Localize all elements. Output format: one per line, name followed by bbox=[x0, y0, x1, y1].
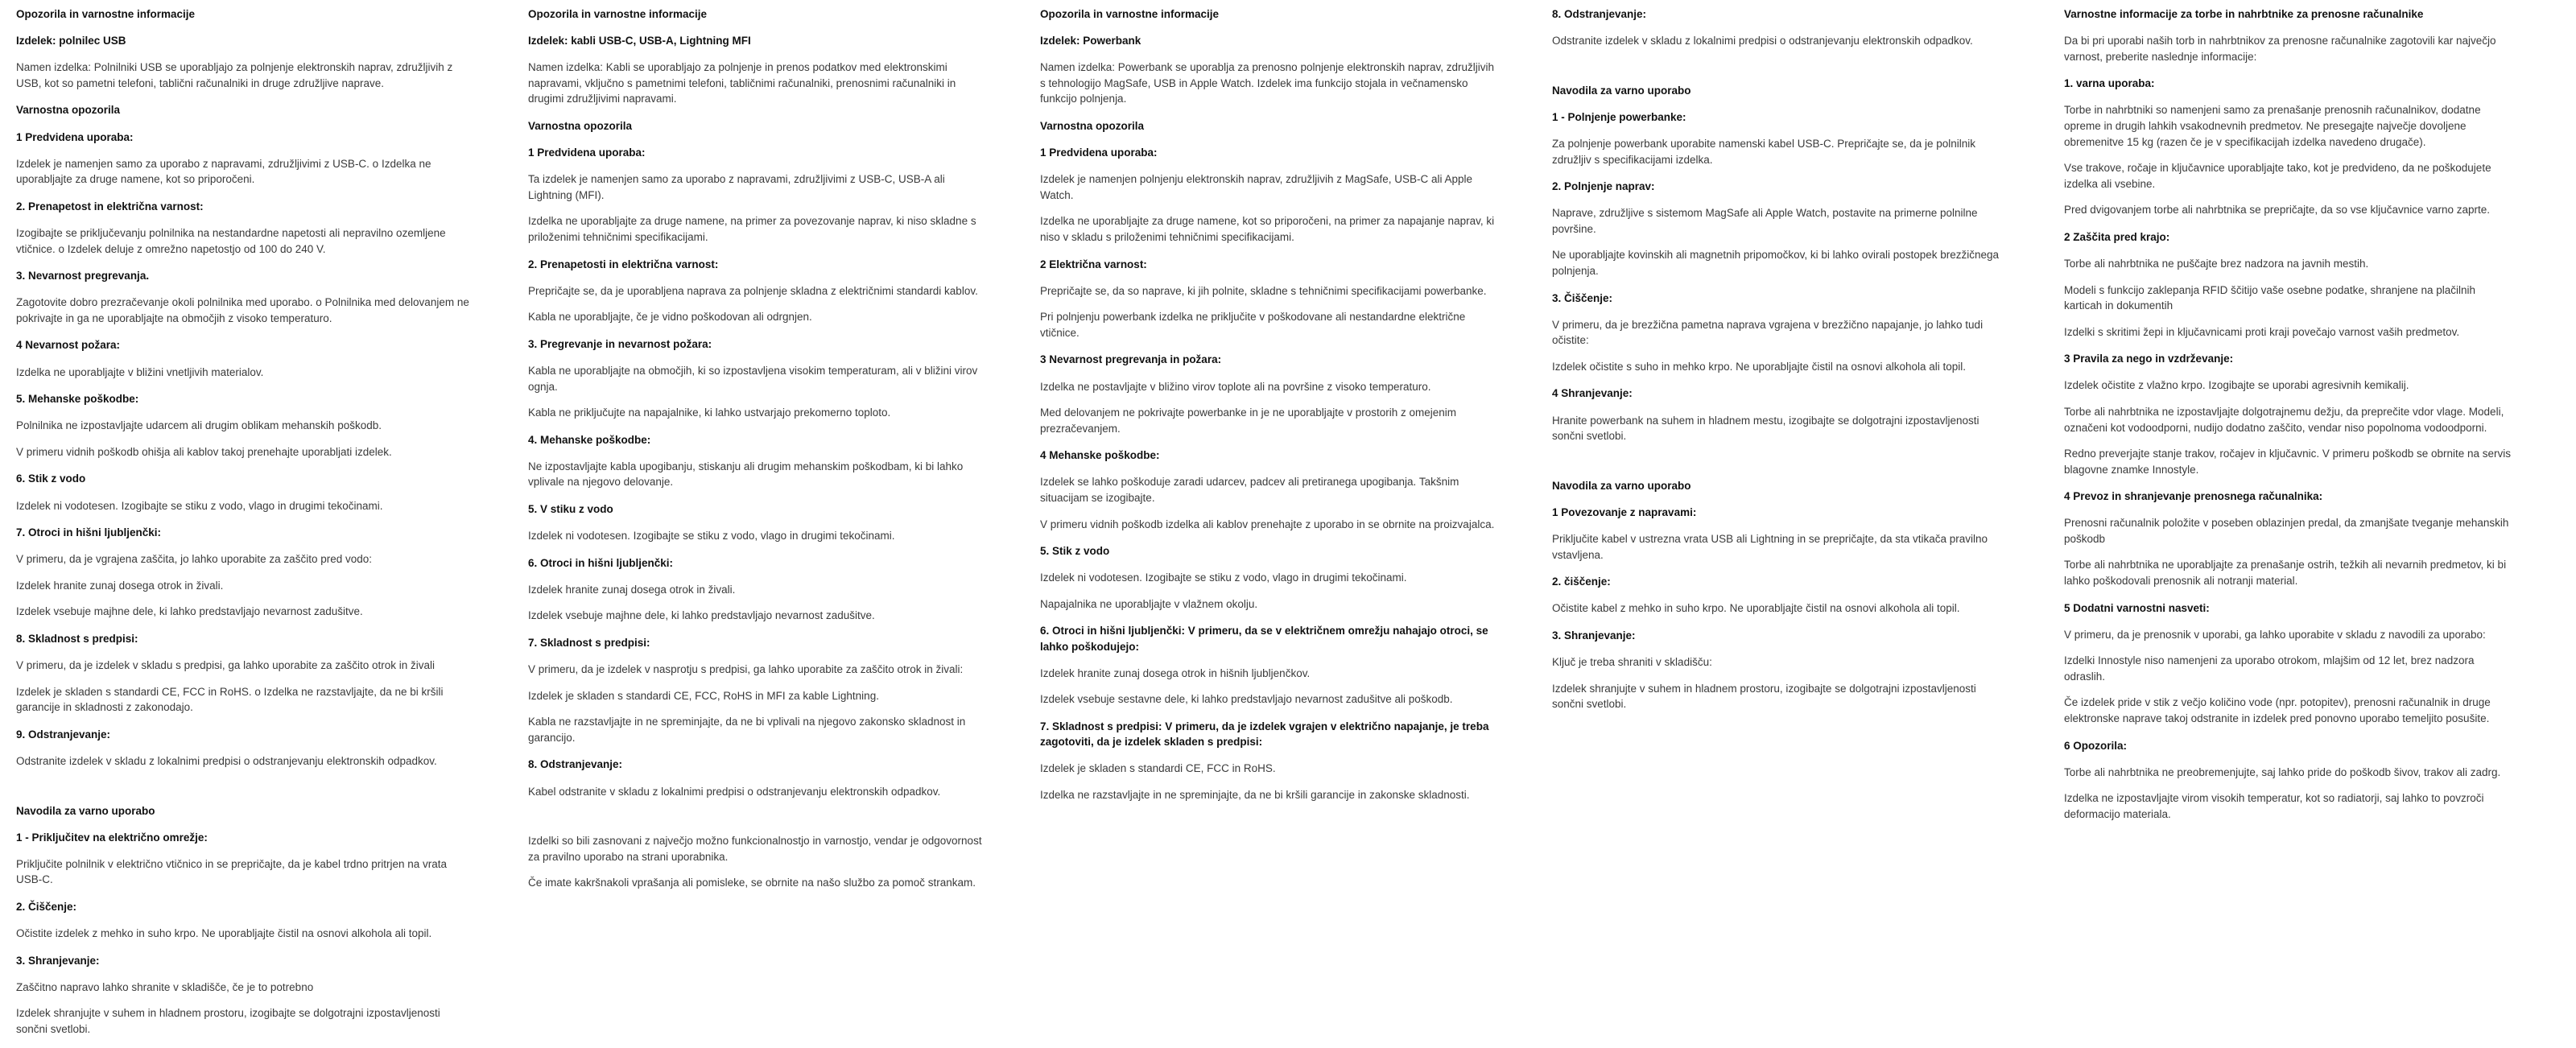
paragraph: Med delovanjem ne pokrivajte powerbanke in je ne uporabljajte v prostorih z omejenim prezračevanjem. bbox=[1040, 406, 1457, 435]
paragraph: Izdelek ni vodotesen. Izogibajte se stiku z vodo, vlago in drugimi tekočinami. bbox=[1040, 571, 1407, 584]
section-heading: 3. Shranjevanje: bbox=[16, 954, 100, 967]
paragraph: Kabla ne uporabljajte na območjih, ki so izpostavljena visokim temperaturam, ali v bližini virov ognja. bbox=[528, 365, 978, 393]
section-heading: 6. Otroci in hišni ljubljenčki: bbox=[528, 556, 674, 569]
paragraph: Izdelek ni vodotesen. Izogibajte se stiku z vodo, vlago in drugimi tekočinami. bbox=[528, 530, 895, 543]
column-usb-charger bbox=[16, 6, 472, 1048]
section-heading: 4 Shranjevanje: bbox=[1552, 387, 1633, 400]
section-heading: 2. Čiščenje: bbox=[16, 901, 77, 913]
section-heading: Opozorila in varnostne informacije bbox=[528, 8, 708, 20]
section-heading: 4. Mehanske poškodbe: bbox=[528, 433, 651, 446]
section-heading: 8. Skladnost s predpisi: bbox=[16, 633, 138, 645]
section-heading: Varnostna opozorila bbox=[16, 104, 121, 117]
section-heading: 4 Prevoz in shranjevanje prenosnega računalnika: bbox=[2064, 490, 2323, 503]
paragraph: Polnilnika ne izpostavljajte udarcem ali drugim oblikam mehanskih poškodb. bbox=[16, 419, 382, 432]
paragraph: Izdelek je skladen s standardi CE, FCC in RoHS. o Izdelka ne razstavljajte, da ne bi kršili garancije in skladnosti z zakonodajo. bbox=[16, 685, 444, 714]
paragraph: V primeru, da je izdelek v skladu s predpisi, ga lahko uporabite za zaščito otrok in živali bbox=[16, 659, 436, 672]
section-heading: Izdelek: Powerbank bbox=[1040, 35, 1141, 47]
paragraph: Ne izpostavljajte kabla upogibanju, stiskanju ali drugim mehanskim poškodbam, ki bi lahko vplivale na njegovo delovanje. bbox=[528, 460, 964, 489]
section-heading: Navodila za varno uporabo bbox=[1552, 479, 1691, 492]
paragraph: Prenosni računalnik položite v poseben oblazinjen predal, da zmanjšate tveganje mehanskih poškodb bbox=[2064, 517, 2509, 545]
section-heading: 1 - Priključitev na električno omrežje: bbox=[16, 831, 208, 844]
section-heading: Navodila za varno uporabo bbox=[16, 804, 155, 817]
paragraph: Izdelek se lahko poškoduje zaradi udarcev, padcev ali pretiranega upogibanja. Takšnim situacijam se izogibajte. bbox=[1040, 476, 1459, 504]
paragraph: Ključ je treba shraniti v skladišču: bbox=[1552, 656, 1712, 668]
paragraph: Izdelka ne uporabljajte za druge namene, kot so priporočeni, na primer za napajanje naprav, ki niso v skladu s priloženimi tehničnimi specifikacijami. bbox=[1040, 215, 1495, 243]
section-heading: 1 Povezovanje z napravami: bbox=[1552, 505, 1697, 518]
column-laptop-bags bbox=[2064, 6, 2515, 832]
paragraph: Kabla ne priključujte na napajalnike, ki lahko ustvarjajo prekomerno toploto. bbox=[528, 406, 891, 419]
paragraph: Torbe ali nahrbtnika ne puščajte brez nadzora na javnih mestih. bbox=[2064, 257, 2369, 270]
paragraph: V primeru vidnih poškodb ohišja ali kablov takoj prenehajte uporabljati izdelek. bbox=[16, 445, 392, 458]
section-heading: 4 Mehanske poškodbe: bbox=[1040, 449, 1160, 462]
paragraph: Kabel odstranite v skladu z lokalnimi predpisi o odstranjevanju elektronskih odpadkov. bbox=[528, 785, 941, 798]
section-heading: 5. Stik z vodo bbox=[1040, 545, 1110, 558]
paragraph: Izdelek vsebuje majhne dele, ki lahko predstavljajo nevarnost zadušitve. bbox=[16, 605, 363, 618]
section-heading: 1 Predvidena uporaba: bbox=[16, 130, 134, 143]
paragraph: Napajalnika ne uporabljajte v vlažnem okolju. bbox=[1040, 597, 1258, 610]
section-heading: 8. Odstranjevanje: bbox=[528, 758, 623, 771]
section-heading: 3. Nevarnost pregrevanja. bbox=[16, 270, 150, 283]
paragraph: Izdelek očistite z vlažno krpo. Izogibajte se uporabi agresivnih kemikalij. bbox=[2064, 379, 2409, 392]
paragraph: Prepričajte se, da je uporabljena naprava za polnjenje skladna z električnimi standardi kablov. bbox=[528, 284, 978, 297]
paragraph: Če imate kakršnakoli vprašanja ali pomisleke, se obrnite na našo službo za pomoč strankam. bbox=[528, 877, 976, 889]
section-heading: 9. Odstranjevanje: bbox=[16, 728, 111, 741]
section-heading: 1 - Polnjenje powerbanke: bbox=[1552, 110, 1686, 123]
paragraph: Če izdelek pride v stik z večjo količino vode (npr. potopitev), prenosni računalnik in druge elektronske naprave takoj odstranite in izdelek pred ponovno uporabo temeljito posušite. bbox=[2064, 696, 2491, 724]
paragraph: Izdelek vsebuje majhne dele, ki lahko predstavljajo nevarnost zadušitve. bbox=[528, 609, 875, 622]
section-heading: 3. Čiščenje: bbox=[1552, 291, 1613, 304]
paragraph: Izdelki s skritimi žepi in ključavnicami proti kraji povečajo varnost vaših predmetov. bbox=[2064, 325, 2460, 338]
paragraph: Izdelek hranite zunaj dosega otrok in hišnih ljubljenčkov. bbox=[1040, 666, 1311, 679]
column-powerbank bbox=[1040, 6, 1496, 813]
paragraph: Izdelek je skladen s standardi CE, FCC, RoHS in MFI za kable Lightning. bbox=[528, 689, 879, 702]
paragraph: Zagotovite dobro prezračevanje okoli polnilnika med uporabo. o Polnilnika med delovanjem ne pokrivajte in ga ne uporabljajte na območjih z visoko temperaturo. bbox=[16, 296, 469, 324]
paragraph: Izdelek je namenjen polnjenju elektronskih naprav, združljivih z MagSafe, USB-C ali Apple Watch. bbox=[1040, 173, 1473, 201]
paragraph: V primeru, da je prenosnik v uporabi, ga lahko uporabite v skladu z navodili za uporabo: bbox=[2064, 628, 2486, 641]
paragraph: Izdelek je skladen s standardi CE, FCC in RoHS. bbox=[1040, 762, 1276, 775]
paragraph: Ne uporabljajte kovinskih ali magnetnih pripomočkov, ki bi lahko ovirali postopek brezžičnega polnjenja. bbox=[1552, 249, 2000, 277]
paragraph: Torbe ali nahrbtnika ne uporabljajte za prenašanje ostrih, težkih ali nevarnih predmetov, ki bi lahko poškodovali prenosnik ali notranji material. bbox=[2064, 559, 2507, 588]
paragraph: Kabla ne uporabljajte, če je vidno poškodovan ali odrgnjen. bbox=[528, 311, 812, 324]
section-heading: Opozorila in varnostne informacije bbox=[1040, 8, 1220, 20]
paragraph: Izdelek shranjujte v suhem in hladnem prostoru, izogibajte se dolgotrajni izpostavljenosti sončni svetlobi. bbox=[16, 1007, 440, 1035]
paragraph: Redno preverjajte stanje trakov, ročajev in ključavnic. V primeru poškodb se obrnite na servis blagovne znamke Innostyle. bbox=[2064, 448, 2512, 476]
paragraph: Namen izdelka: Powerbank se uporablja za prenosno polnjenje elektronskih naprav, združljivih s tehnologijo MagSafe, USB in Apple Watch. Izdelek ima funkcijo stojala in večnamensko funkcijo polnjenja. bbox=[1040, 61, 1495, 105]
paragraph: Izdelka ne postavljajte v bližino virov toplote ali na površine z visoko temperaturo. bbox=[1040, 380, 1431, 393]
paragraph: V primeru, da je brezžična pametna naprava vgrajena v brezžično napajanje, jo lahko tudi očistite: bbox=[1552, 318, 1984, 347]
paragraph: Pred dvigovanjem torbe ali nahrbtnika se prepričajte, da so vse ključavnice varno zaprte. bbox=[2064, 204, 2491, 217]
paragraph: Za polnjenje powerbank uporabite namenski kabel USB-C. Prepričajte se, da je polnilnik združljiv s specifikacijami izdelka. bbox=[1552, 138, 1976, 166]
section-heading: Izdelek: polnilec USB bbox=[16, 35, 126, 47]
paragraph: Izdelek vsebuje sestavne dele, ki lahko predstavljajo nevarnost zadušitve ali poškodb. bbox=[1040, 693, 1453, 706]
paragraph: Izdelka ne razstavljajte in ne spreminjajte, da ne bi kršili garancije in zakonske skladnosti. bbox=[1040, 788, 1470, 801]
paragraph: Izdelek hranite zunaj dosega otrok in živali. bbox=[16, 579, 224, 592]
section-heading: 2. Polnjenje naprav: bbox=[1552, 180, 1655, 193]
paragraph: Očistite kabel z mehko in suho krpo. Ne uporabljajte čistil na osnovi alkohola ali topil. bbox=[1552, 602, 1960, 615]
section-heading: 6. Otroci in hišni ljubljenčki: V primeru, da se v električnem omrežju nahajajo otroci, se lahko poškodujejo: bbox=[1040, 625, 1488, 653]
paragraph: Kabla ne razstavljajte in ne spreminjajte, da ne bi vplivali na njegovo zakonsko skladnost in garancijo. bbox=[528, 716, 966, 744]
section-heading: 7. Skladnost s predpisi: V primeru, da je izdelek vgrajen v električno napajanje, je treba zagotoviti, da je izdelek skladen s predpisi: bbox=[1040, 720, 1489, 748]
paragraph: Izdelek je namenjen samo za uporabo z napravami, združljivimi z USB-C. o Izdelka ne uporabljajte za druge namene, kot so priporočeni. bbox=[16, 157, 431, 186]
section-heading: Varnostna opozorila bbox=[1040, 120, 1145, 132]
section-heading: 6. Stik z vodo bbox=[16, 472, 86, 485]
paragraph: Izdelki so bili zasnovani z največjo možno funkcionalnostjo in varnostjo, vendar je odgovornost za pravilno uporabo na strani uporabnika. bbox=[528, 835, 982, 863]
section-heading: 5. Mehanske poškodbe: bbox=[16, 393, 139, 406]
paragraph: Priključite kabel v ustrezna vrata USB ali Lightning in se prepričajte, da sta vtikača pravilno vstavljena. bbox=[1552, 533, 1988, 561]
section-heading: 3. Pregrevanje in nevarnost požara: bbox=[528, 337, 712, 350]
paragraph: Torbe ali nahrbtnika ne izpostavljajte dolgotrajnemu dežju, da preprečite vdor vlage. Modeli, označeni kot vodoodporni, nudijo dodatno zaščito, vendar niso popolnoma vodoodporni. bbox=[2064, 405, 2504, 434]
paragraph: Da bi pri uporabi naših torb in nahrbtnikov za prenosne računalnike zagotovili kar največjo varnost, preberite naslednje informacije: bbox=[2064, 35, 2496, 63]
paragraph: Izdelka ne izpostavljajte virom visokih temperatur, kot so radiatorji, saj lahko to povzroči deformacijo materiala. bbox=[2064, 792, 2484, 820]
paragraph: Pri polnjenju powerbank izdelka ne priključite v poškodovane ali nestandardne električne vtičnice. bbox=[1040, 311, 1466, 339]
section-heading: 1 Predvidena uporaba: bbox=[528, 146, 646, 159]
section-heading: 2. Prenapetosti in električna varnost: bbox=[528, 258, 719, 270]
section-heading: 3 Pravila za nego in vzdrževanje: bbox=[2064, 353, 2234, 365]
paragraph: V primeru, da je izdelek v nasprotju s predpisi, ga lahko uporabite za zaščito otrok in živali: bbox=[528, 663, 964, 676]
section-heading: Varnostne informacije za torbe in nahrbtnike za prenosne računalnike bbox=[2064, 8, 2424, 20]
paragraph: Torbe in nahrbtniki so namenjeni samo za prenašanje prenosnih računalnikov, dodatne opreme in drugih lahkih vsakodnevnih predmetov. Ne presegajte največje dovoljene obremenitve 15 kg (razen če je v specifikacijah izdelka navedeno drugače). bbox=[2064, 104, 2481, 148]
section-heading: 7. Otroci in hišni ljubljenčki: bbox=[16, 526, 162, 539]
section-heading: 7. Skladnost s predpisi: bbox=[528, 636, 650, 649]
paragraph: Izdelek ni vodotesen. Izogibajte se stiku z vodo, vlago in drugimi tekočinami. bbox=[16, 499, 383, 512]
section-heading: 2. čiščenje: bbox=[1552, 576, 1611, 588]
section-heading: 5. V stiku z vodo bbox=[528, 502, 613, 515]
paragraph: Ta izdelek je namenjen samo za uporabo z napravami, združljivimi z USB-C, USB-A ali Lightning (MFI). bbox=[528, 173, 945, 201]
paragraph: V primeru, da je vgrajena zaščita, jo lahko uporabite za zaščito pred vodo: bbox=[16, 553, 372, 566]
paragraph: Izdelka ne uporabljajte v bližini vnetljivih materialov. bbox=[16, 365, 264, 378]
paragraph: Izdelek očistite s suho in mehko krpo. Ne uporabljajte čistil na osnovi alkohola ali topil. bbox=[1552, 360, 1967, 373]
section-heading: Izdelek: kabli USB-C, USB-A, Lightning MFI bbox=[528, 35, 751, 47]
column-powerbank-instructions bbox=[1552, 6, 2008, 723]
paragraph: V primeru vidnih poškodb izdelka ali kablov prenehajte z uporabo in se obrnite na proizvajalca. bbox=[1040, 518, 1495, 530]
section-heading: 3. Shranjevanje: bbox=[1552, 629, 1636, 642]
section-heading: Opozorila in varnostne informacije bbox=[16, 8, 196, 20]
paragraph: Prepričajte se, da so naprave, ki jih polnite, skladne s tehničnimi specifikacijami powerbanke. bbox=[1040, 284, 1487, 297]
section-heading: 2. Prenapetost in električna varnost: bbox=[16, 200, 204, 212]
paragraph: Zaščitno napravo lahko shranite v skladišče, če je to potrebno bbox=[16, 980, 314, 993]
section-heading: 1 Predvidena uporaba: bbox=[1040, 146, 1158, 159]
paragraph: Vse trakove, ročaje in ključavnice uporabljajte tako, kot je predvideno, da ne poškodujete izdelka ali vsebine. bbox=[2064, 162, 2491, 190]
paragraph: Modeli s funkcijo zaklepanja RFID ščitijo vaše osebne podatke, shranjene na plačilnih karticah in dokumentih bbox=[2064, 283, 2476, 312]
paragraph: Izdelki Innostyle niso namenjeni za uporabo otrokom, mlajšim od 12 let, brez nadzora odraslih. bbox=[2064, 654, 2475, 683]
paragraph: Namen izdelka: Polnilniki USB se uporabljajo za polnjenje elektronskih naprav, združljivih z USB, kot so pametni telefoni, tablični računalniki in druge združljive naprave. bbox=[16, 61, 453, 89]
section-heading: 5 Dodatni varnostni nasveti: bbox=[2064, 601, 2210, 614]
paragraph: Namen izdelka: Kabli se uporabljajo za polnjenje in prenos podatkov med elektronskimi napravami, vključno s pametnimi telefoni, tabličnimi računalniki, prenosnimi računalniki in drugimi združljivimi napravami. bbox=[528, 61, 956, 105]
paragraph: Izdelka ne uporabljajte za druge namene, na primer za povezovanje naprav, ki niso skladne s priloženimi tehničnimi specifikacijami. bbox=[528, 215, 976, 243]
section-heading: Navodila za varno uporabo bbox=[1552, 84, 1691, 97]
section-heading: 8. Odstranjevanje: bbox=[1552, 8, 1647, 20]
section-heading: 4 Nevarnost požara: bbox=[16, 339, 121, 352]
section-heading: 3 Nevarnost pregrevanja in požara: bbox=[1040, 353, 1222, 366]
section-heading: 2 Zaščita pred krajo: bbox=[2064, 230, 2170, 243]
paragraph: Hranite powerbank na suhem in hladnem mestu, izogibajte se dolgotrajni izpostavljenosti sončni svetlobi. bbox=[1552, 414, 1979, 443]
paragraph: Torbe ali nahrbtnika ne preobremenjujte, saj lahko pride do poškodb šivov, trakov ali zadrg. bbox=[2064, 765, 2501, 778]
paragraph: Očistite izdelek z mehko in suho krpo. Ne uporabljajte čistil na osnovi alkohola ali topil. bbox=[16, 927, 432, 940]
paragraph: Odstranite izdelek v skladu z lokalnimi predpisi o odstranjevanju elektronskih odpadkov. bbox=[1552, 35, 1973, 47]
section-heading: 1. varna uporaba: bbox=[2064, 77, 2155, 90]
section-heading: 2 Električna varnost: bbox=[1040, 258, 1147, 270]
paragraph: Izdelek hranite zunaj dosega otrok in živali. bbox=[528, 583, 736, 596]
paragraph: Izdelek shranjujte v suhem in hladnem prostoru, izogibajte se dolgotrajni izpostavljenosti sončni svetlobi. bbox=[1552, 682, 1976, 711]
section-heading: Varnostna opozorila bbox=[528, 120, 633, 132]
paragraph: Izogibajte se priključevanju polnilnika na nestandardne napetosti ali nepravilno ozemljene vtičnice. o Izdelek deluje z omrežno napetostjo od 100 do 240 V. bbox=[16, 227, 446, 255]
paragraph: Naprave, združljive s sistemom MagSafe ali Apple Watch, postavite na primerne polnilne površine. bbox=[1552, 207, 1978, 235]
paragraph: Priključite polnilnik v električno vtičnico in se prepričajte, da je kabel trdno pritrjen na vrata USB-C. bbox=[16, 857, 448, 886]
section-heading: 6 Opozorila: bbox=[2064, 739, 2128, 752]
paragraph: Odstranite izdelek v skladu z lokalnimi predpisi o odstranjevanju elektronskih odpadkov. bbox=[16, 755, 437, 767]
column-cables bbox=[528, 6, 984, 902]
